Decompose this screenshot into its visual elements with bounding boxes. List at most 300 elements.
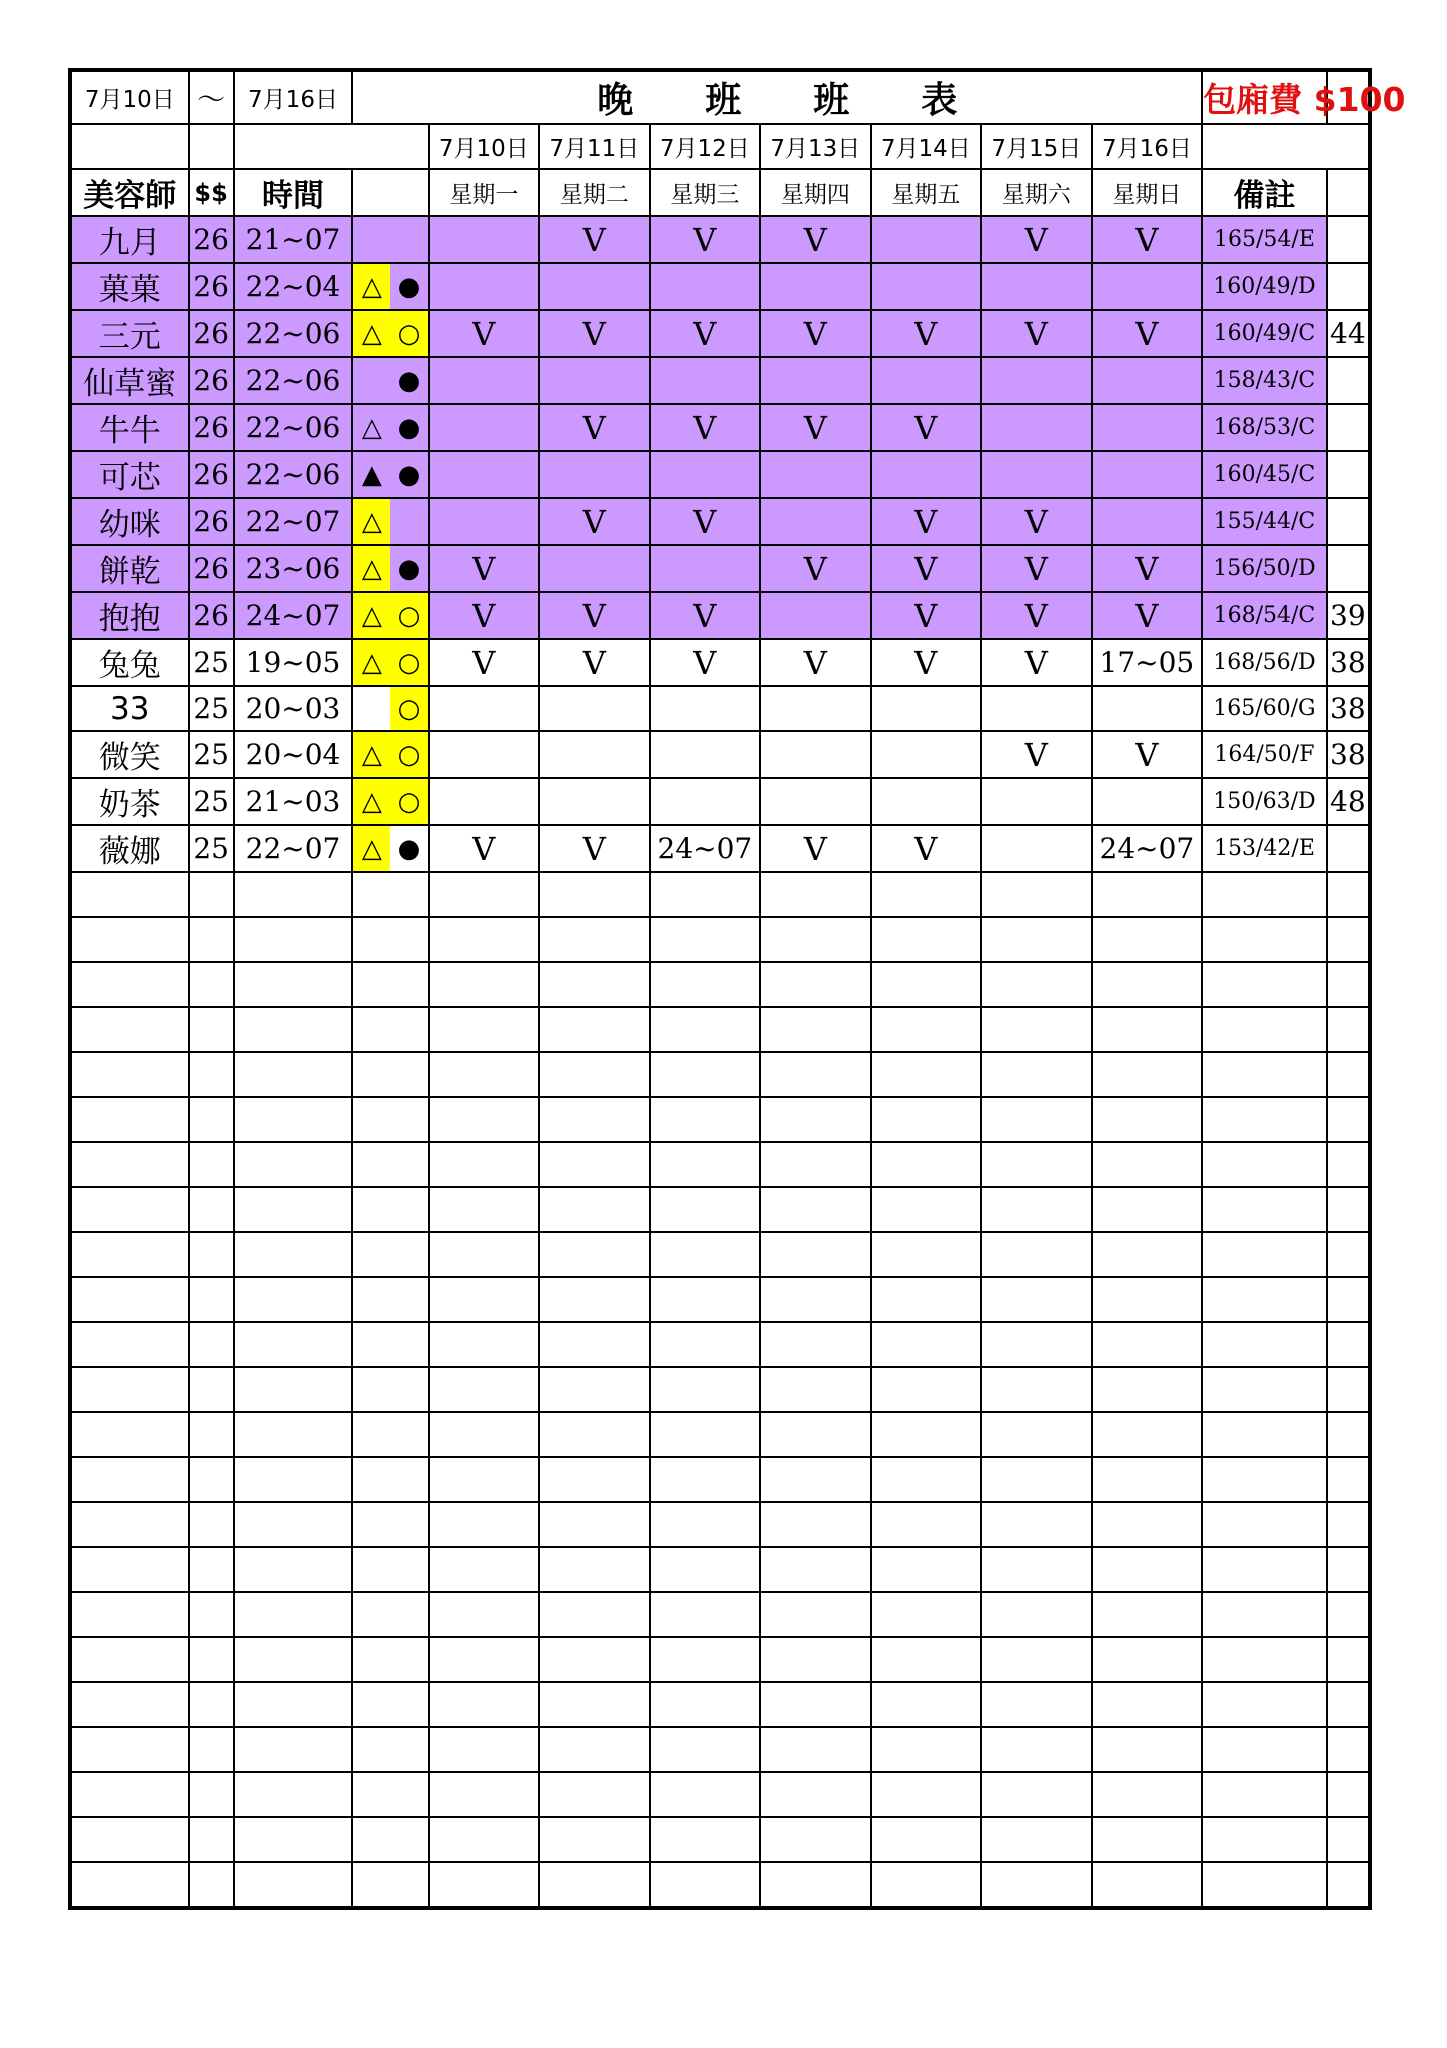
extra-number: 44 [1327,310,1370,357]
day-cell: V [760,404,871,451]
day-cell [429,686,540,731]
empty-cell [760,962,871,1007]
shift-time: 20~03 [234,686,353,731]
day-cell: V [981,731,1092,778]
empty-cell [1202,1817,1327,1862]
marker-symbol: ● [397,833,421,864]
weekday-header: 星期日 [1092,169,1203,216]
empty-cell [1327,1367,1370,1412]
marker-symbol: ▲ [361,459,382,490]
empty-cell [760,1052,871,1097]
empty-cell [871,1322,982,1367]
empty-cell [650,1637,761,1682]
empty-cell [650,1592,761,1637]
empty-cell [1092,1367,1203,1412]
empty-cell [1327,1817,1370,1862]
empty-cell [871,1277,982,1322]
empty-cell [70,1142,189,1187]
empty-cell [871,1412,982,1457]
day-cell [871,451,982,498]
empty-cell [539,917,650,962]
empty-cell [234,1097,353,1142]
staff-price: 26 [189,216,234,263]
empty-cell [70,1412,189,1457]
day-cell [1092,404,1203,451]
empty-cell [871,1142,982,1187]
empty-cell [70,1187,189,1232]
staff-name: 牛牛 [70,404,189,451]
empty-cell [871,1502,982,1547]
day-cell [981,778,1092,825]
marker-cell [352,404,428,451]
empty-cell [189,962,234,1007]
empty-cell [429,1637,540,1682]
empty-cell [429,1547,540,1592]
empty-cell [1092,1322,1203,1367]
empty-cell [650,1232,761,1277]
empty-cell [189,1862,234,1908]
empty-cell [234,1772,353,1817]
marker-cell [352,686,428,731]
schedule-title [352,70,1202,124]
staff-notes: 164/50/F [1202,731,1327,778]
empty-cell [70,1637,189,1682]
empty-cell [1327,1052,1370,1097]
empty-cell [189,124,234,169]
empty-cell [871,1097,982,1142]
empty-cell [760,1322,871,1367]
empty-cell [871,1007,982,1052]
empty-cell [1202,1772,1327,1817]
day-cell [981,451,1092,498]
day-cell [1092,778,1203,825]
empty-cell [981,1592,1092,1637]
empty-cell [1202,1142,1327,1187]
empty-cell [760,1547,871,1592]
empty-cell [189,1052,234,1097]
empty-cell [70,1772,189,1817]
empty-cell [539,1412,650,1457]
marker-cell [352,216,428,263]
table-row [70,310,1370,357]
day-cell: V [760,216,871,263]
empty-cell [539,1457,650,1502]
empty-cell [1327,169,1370,216]
day-cell [429,778,540,825]
day-cell: V [760,639,871,686]
staff-notes: 168/53/C [1202,404,1327,451]
empty-cell [760,1637,871,1682]
staff-name: 菓菓 [70,263,189,310]
table-row [70,1772,1370,1817]
empty-cell [539,1772,650,1817]
end-date: 7月16日 [234,70,353,124]
empty-cell [189,1592,234,1637]
empty-cell [1327,1682,1370,1727]
staff-notes: 158/43/C [1202,357,1327,404]
empty-cell [352,1637,428,1682]
empty-cell [760,1277,871,1322]
marker-cell [352,263,428,310]
empty-cell [189,1322,234,1367]
empty-cell [981,1187,1092,1232]
shift-time: 22~06 [234,357,353,404]
empty-cell [981,872,1092,917]
empty-cell [189,1637,234,1682]
marker-symbol: ● [397,553,421,584]
empty-cell [871,1052,982,1097]
staff-notes: 153/42/E [1202,825,1327,872]
marker-symbol: △ [353,546,390,591]
empty-cell [189,1457,234,1502]
day-cell: V [650,498,761,545]
table-row [70,1007,1370,1052]
marker-cell [352,451,428,498]
day-cell: V [981,310,1092,357]
empty-cell [1202,124,1370,169]
empty-cell [981,1727,1092,1772]
day-cell: V [1092,592,1203,639]
empty-cell [760,1592,871,1637]
marker-symbol: ● [397,271,421,302]
empty-cell [189,1682,234,1727]
empty-cell [1092,1457,1203,1502]
empty-cell [1327,1277,1370,1322]
empty-cell [70,1817,189,1862]
table-row [70,404,1370,451]
empty-cell [760,1412,871,1457]
empty-cell [234,1727,353,1772]
date-row [70,124,1370,169]
day-cell: V [539,825,650,872]
day-cell [539,357,650,404]
empty-cell [981,1547,1092,1592]
empty-cell [352,1457,428,1502]
empty-cell [1327,1727,1370,1772]
date-range-separator: ～ [189,70,234,124]
day-cell [871,357,982,404]
col-price-header: $$ [189,169,234,216]
marker-symbol: ● [397,365,421,396]
empty-cell [539,1592,650,1637]
empty-cell [234,1547,353,1592]
empty-cell [1092,1052,1203,1097]
staff-notes: 160/49/D [1202,263,1327,310]
empty-cell [539,1187,650,1232]
day-cell [539,686,650,731]
empty-cell [871,1637,982,1682]
table-row [70,1637,1370,1682]
empty-cell [1092,1097,1203,1142]
empty-cell [429,1277,540,1322]
empty-cell [234,1277,353,1322]
empty-cell [70,1367,189,1412]
empty-cell [429,1007,540,1052]
empty-cell [871,1862,982,1908]
empty-cell [981,1772,1092,1817]
empty-cell [871,1817,982,1862]
staff-notes: 155/44/C [1202,498,1327,545]
shift-time: 21~07 [234,216,353,263]
empty-cell [352,169,428,216]
day-cell: V [871,310,982,357]
empty-cell [981,962,1092,1007]
empty-cell [1202,1322,1327,1367]
marker-symbol: △ [361,412,382,443]
empty-cell [1202,1457,1327,1502]
empty-cell [70,1232,189,1277]
table-row [70,962,1370,1007]
empty-cell [650,1142,761,1187]
weekday-header: 星期六 [981,169,1092,216]
staff-price: 26 [189,310,234,357]
start-date: 7月10日 [70,70,189,124]
staff-name: 可芯 [70,451,189,498]
empty-cell [1202,1727,1327,1772]
empty-cell [650,1412,761,1457]
empty-cell [1092,1502,1203,1547]
empty-cell [1327,1232,1370,1277]
day-cell: 17~05 [1092,639,1203,686]
empty-cell [1202,1232,1327,1277]
empty-cell [1092,1862,1203,1908]
empty-cell [429,1187,540,1232]
table-row [70,592,1370,639]
shift-time: 22~06 [234,451,353,498]
weekday-header: 星期一 [429,169,540,216]
empty-cell [70,1502,189,1547]
day-cell: V [871,545,982,592]
empty-cell [352,1727,428,1772]
empty-cell [871,1727,982,1772]
day-cell [760,357,871,404]
empty-cell [650,872,761,917]
empty-cell [234,962,353,1007]
empty-cell [189,1367,234,1412]
empty-cell [352,1232,428,1277]
marker-symbol [390,217,427,262]
empty-cell [70,1052,189,1097]
empty-cell [539,1322,650,1367]
empty-cell [70,962,189,1007]
staff-price: 26 [189,451,234,498]
day-cell [429,451,540,498]
staff-name: 薇娜 [70,825,189,872]
empty-cell [352,872,428,917]
title-char: 班 [813,80,850,121]
marker-symbol [353,217,390,262]
empty-cell [1202,1682,1327,1727]
empty-cell [1327,872,1370,917]
staff-notes: 156/50/D [1202,545,1327,592]
empty-cell [650,962,761,1007]
empty-cell [1327,1457,1370,1502]
col-time-header: 時間 [234,169,353,216]
day-cell [650,545,761,592]
day-cell: V [871,825,982,872]
empty-cell [981,1322,1092,1367]
shift-time: 20~04 [234,731,353,778]
empty-cell [1202,872,1327,917]
day-cell [760,686,871,731]
empty-cell [1092,1592,1203,1637]
empty-cell [1092,1232,1203,1277]
col-notes-header: 備註 [1202,169,1327,216]
day-cell: V [760,545,871,592]
day-cell: V [1092,310,1203,357]
staff-price: 25 [189,825,234,872]
empty-cell [981,1097,1092,1142]
shift-time: 22~06 [234,404,353,451]
empty-cell [1327,917,1370,962]
day-cell: V [539,498,650,545]
empty-cell [1327,1637,1370,1682]
empty-cell [871,1187,982,1232]
empty-cell [1202,1592,1327,1637]
empty-cell [650,1862,761,1908]
empty-cell [871,1682,982,1727]
staff-notes: 150/63/D [1202,778,1327,825]
empty-cell [1202,1862,1327,1908]
empty-cell [429,1502,540,1547]
staff-notes: 160/49/C [1202,310,1327,357]
table-row [70,263,1370,310]
staff-price: 26 [189,357,234,404]
table-row [70,1727,1370,1772]
column-header-row [70,169,1370,216]
title-char: 表 [921,80,958,121]
day-cell: V [981,498,1092,545]
empty-cell [1327,1592,1370,1637]
empty-cell [234,1142,353,1187]
weekday-header: 星期二 [539,169,650,216]
empty-cell [981,1367,1092,1412]
day-cell: V [760,310,871,357]
empty-cell [1327,1412,1370,1457]
day-cell: V [981,592,1092,639]
staff-price: 26 [189,498,234,545]
empty-cell [760,1817,871,1862]
day-cell [981,825,1092,872]
table-row [70,917,1370,962]
empty-cell [234,917,353,962]
shift-time: 24~07 [234,592,353,639]
empty-cell [760,1367,871,1412]
empty-cell [352,1817,428,1862]
empty-cell [760,1187,871,1232]
day-cell: V [1092,545,1203,592]
staff-price: 26 [189,263,234,310]
empty-cell [70,1727,189,1772]
table-row [70,639,1370,686]
staff-name: 抱抱 [70,592,189,639]
empty-cell [871,1232,982,1277]
empty-cell [189,1772,234,1817]
empty-cell [189,1547,234,1592]
empty-cell [1327,1007,1370,1052]
marker-symbol: △ [353,826,390,871]
empty-cell [981,1862,1092,1908]
empty-cell [1092,1547,1203,1592]
empty-cell [871,872,982,917]
empty-cell [760,1457,871,1502]
empty-cell [189,1187,234,1232]
empty-cell [650,1007,761,1052]
empty-cell [539,1232,650,1277]
extra-number [1327,545,1370,592]
staff-price: 26 [189,545,234,592]
empty-cell [189,1007,234,1052]
day-cell: 24~07 [650,825,761,872]
table-row [70,498,1370,545]
empty-cell [70,1097,189,1142]
staff-notes: 168/54/C [1202,592,1327,639]
marker-symbol [390,499,427,544]
empty-cell [760,1142,871,1187]
marker-cell [352,731,428,778]
empty-cell [981,1457,1092,1502]
empty-cell [234,1502,353,1547]
day-cell [871,216,982,263]
empty-cell [429,1727,540,1772]
day-cell [429,404,540,451]
empty-cell [650,1097,761,1142]
day-cell [871,731,982,778]
empty-cell [189,1817,234,1862]
empty-cell [352,1277,428,1322]
empty-cell [1092,1682,1203,1727]
empty-cell [539,1862,650,1908]
day-cell [539,731,650,778]
empty-cell [189,1412,234,1457]
empty-cell [70,1007,189,1052]
day-cell [981,357,1092,404]
empty-cell [1092,962,1203,1007]
empty-cell [1092,872,1203,917]
marker-cell [352,592,428,639]
empty-cell [1327,1187,1370,1232]
empty-cell [760,872,871,917]
empty-cell [871,1367,982,1412]
day-cell [650,778,761,825]
table-row [70,778,1370,825]
empty-cell [1327,1322,1370,1367]
day-cell [871,778,982,825]
day-cell: V [539,310,650,357]
empty-cell [539,1727,650,1772]
staff-name: 幼咪 [70,498,189,545]
marker-symbol: △ [353,311,390,356]
marker-symbol: ○ [390,779,427,824]
staff-name: 三元 [70,310,189,357]
day-cell: V [429,545,540,592]
empty-cell [429,1367,540,1412]
shift-time: 21~03 [234,778,353,825]
empty-cell [1202,962,1327,1007]
empty-cell [539,1277,650,1322]
empty-cell [1092,1412,1203,1457]
day-cell: V [760,825,871,872]
title-row [70,70,1370,124]
empty-cell [981,1277,1092,1322]
table-row [70,1412,1370,1457]
empty-cell [1092,1772,1203,1817]
day-cell [650,451,761,498]
shift-time: 22~07 [234,825,353,872]
shift-time: 23~06 [234,545,353,592]
empty-cell [981,917,1092,962]
empty-cell [234,1637,353,1682]
